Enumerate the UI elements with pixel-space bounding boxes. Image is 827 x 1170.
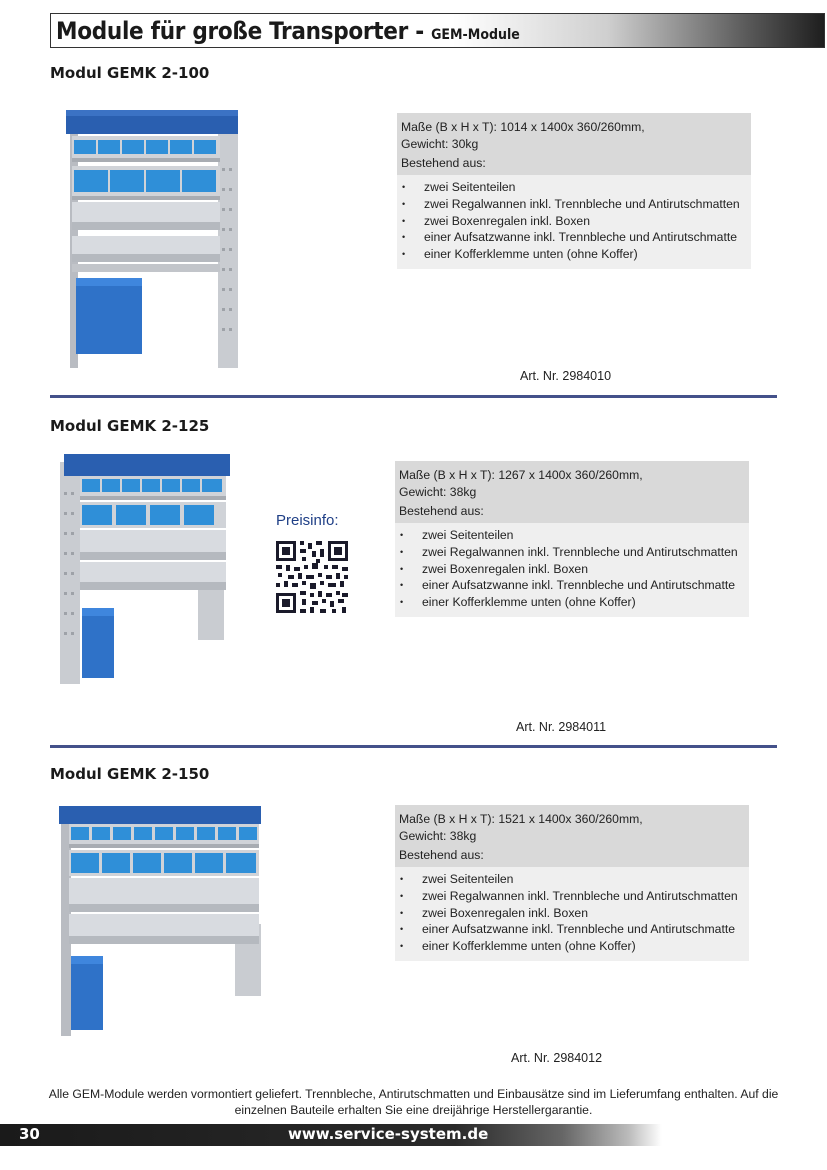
list-item: • einer Kofferklemme unten (ohne Koffer): [399, 938, 745, 955]
module-title: Modul GEMK 2-125: [50, 417, 210, 435]
page-number: 30: [19, 1125, 40, 1143]
list-item: • zwei Regalwannen inkl. Trennbleche und Antirutschmatten: [401, 196, 747, 213]
page-subtitle: GEM-Module: [431, 27, 520, 43]
weight-text: Gewicht: 38kg: [399, 829, 477, 843]
list-item: • zwei Boxenregalen inkl. Boxen: [399, 905, 745, 922]
qr-code-icon[interactable]: [276, 541, 348, 613]
module-info-head: [395, 461, 749, 523]
consists-label: Bestehend aus:: [399, 848, 484, 862]
list-item: • zwei Regalwannen inkl. Trennbleche und Antirutschmatten: [399, 544, 745, 561]
section-divider: [50, 745, 777, 748]
module-info-head: [397, 113, 751, 175]
website-link[interactable]: www.service-system.de: [288, 1125, 489, 1143]
article-number: Art. Nr. 2984011: [516, 720, 607, 734]
dimensions-text: Maße (B x H x T): 1014 x 1400x 360/260mm,: [401, 120, 645, 134]
module-info-box: [395, 461, 749, 617]
module-2-150-image: [57, 804, 263, 1036]
list-item: • einer Kofferklemme unten (ohne Koffer): [399, 594, 745, 611]
article-number: Art. Nr. 2984012: [511, 1051, 603, 1065]
dimensions-text: Maße (B x H x T): 1521 x 1400x 360/260mm,: [399, 812, 643, 826]
price-info-label: Preisinfo:: [276, 512, 339, 529]
module-info-box: [395, 805, 749, 961]
list-item: • einer Aufsatzwanne inkl. Trennbleche und Antirutschmatte: [399, 921, 745, 938]
component-list: [395, 867, 749, 961]
component-list: [397, 175, 751, 269]
list-item: • einer Kofferklemme unten (ohne Koffer): [401, 246, 747, 263]
component-list: [395, 523, 749, 617]
weight-text: Gewicht: 38kg: [399, 485, 477, 499]
list-item: • zwei Boxenregalen inkl. Boxen: [401, 213, 747, 230]
module-title: Modul GEMK 2-150: [50, 765, 210, 783]
list-item: • einer Aufsatzwanne inkl. Trennbleche und Antirutschmatte: [399, 577, 745, 594]
list-item: • zwei Seitenteilen: [399, 527, 745, 544]
list-item: • einer Aufsatzwanne inkl. Trennbleche und Antirutschmatte: [401, 229, 747, 246]
list-item: • zwei Regalwannen inkl. Trennbleche und Antirutschmatten: [399, 888, 745, 905]
section-divider: [50, 395, 777, 398]
list-item: • zwei Seitenteilen: [399, 871, 745, 888]
module-2-100-image: [66, 108, 242, 368]
consists-label: Bestehend aus:: [399, 504, 484, 518]
consists-label: Bestehend aus:: [401, 156, 486, 170]
page-title: [56, 17, 520, 45]
article-number: Art. Nr. 2984010: [520, 369, 612, 383]
module-title: Modul GEMK 2-100: [50, 64, 210, 82]
footer-note: Alle GEM-Module werden vormontiert geliefert. Trennbleche, Antirutschmatten und Einbausätze sind im Lieferumfang enthalten. Auf die einzelnen Bauteile erhalten Sie eine dreijährige Herstellergarantie.: [48, 1087, 779, 1117]
module-2-125-image: [58, 452, 238, 684]
weight-text: Gewicht: 30kg: [401, 137, 479, 151]
module-info-head: [395, 805, 749, 867]
page-header: [50, 13, 825, 48]
page-title-main: Module für große Transporter -: [56, 17, 432, 45]
list-item: • zwei Boxenregalen inkl. Boxen: [399, 561, 745, 578]
dimensions-text: Maße (B x H x T): 1267 x 1400x 360/260mm,: [399, 468, 643, 482]
module-info-box: [397, 113, 751, 269]
list-item: • zwei Seitenteilen: [401, 179, 747, 196]
